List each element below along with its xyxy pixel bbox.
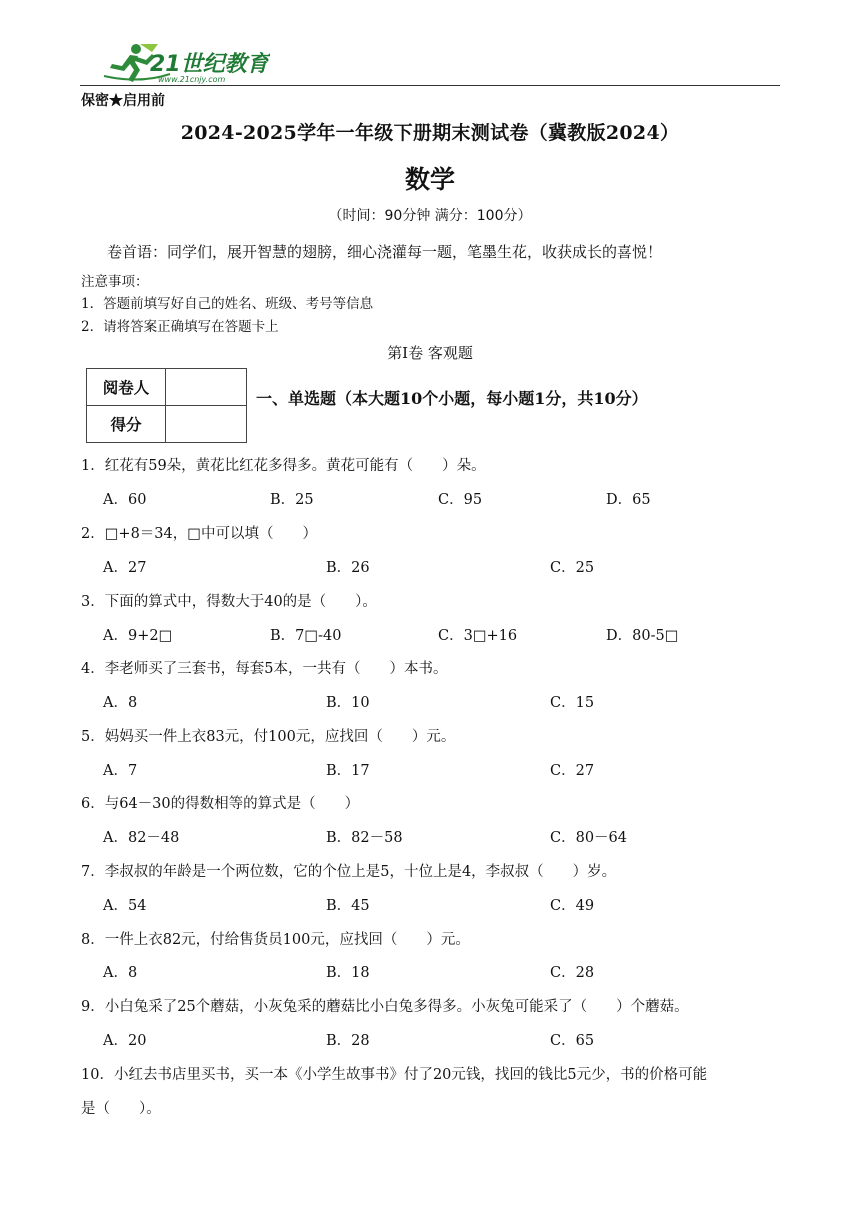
q8-option-c: C．28 — [550, 965, 595, 981]
q1-option-b: B．25 — [270, 492, 314, 508]
question-2: 2．□+8＝34，□中可以填（ ） — [81, 526, 317, 542]
svg-text:www.21cnjy.com: www.21cnjy.com — [158, 75, 226, 84]
question-9: 9．小白兔采了25个蘑菇，小灰兔采的蘑菇比小白兔多得多。小灰兔可能采了（ ）个蘑菇。 — [81, 999, 689, 1015]
score-label: 得分 — [87, 406, 166, 443]
q8-option-a: A．8 — [103, 965, 138, 981]
question-3: 3．下面的算式中，得数大于40的是（ ）。 — [81, 594, 377, 610]
exam-subject: 数学 — [404, 165, 455, 194]
q2-option-a: A．27 — [103, 560, 147, 576]
q6-option-a: A．82－48 — [103, 830, 180, 846]
note-item: 1．答题前填写好自己的姓名、班级、考号等信息 — [81, 296, 374, 312]
q4-option-c: C．15 — [550, 695, 595, 711]
q8-option-b: B．18 — [326, 965, 370, 981]
q2-option-c: C．25 — [550, 560, 595, 576]
notes-title: 注意事项： — [81, 274, 149, 290]
question-1: 1．红花有59朵，黄花比红花多得多。黄花可能有（ ）朵。 — [81, 458, 486, 474]
q4-option-a: A．8 — [103, 695, 138, 711]
q3-option-c: C．3□+16 — [438, 628, 518, 644]
q6-option-b: B．82－58 — [326, 830, 403, 846]
question-6: 6．与64－30的得数相等的算式是（ ） — [81, 796, 360, 812]
part-heading: 一、单选题（本大题10个小题，每小题1分，共10分） — [256, 389, 648, 408]
21cnjy-logo — [100, 40, 270, 84]
q7-option-a: A．54 — [103, 898, 147, 914]
question-7: 7．李叔叔的年龄是一个两位数，它的个位上是5，十位上是4，李叔叔（ ）岁。 — [81, 864, 617, 880]
q7-option-b: B．45 — [326, 898, 370, 914]
q9-option-c: C．65 — [550, 1033, 595, 1049]
q2-option-b: B．26 — [326, 560, 370, 576]
reviewer-field[interactable] — [166, 369, 247, 406]
motto: 卷首语：同学们，展开智慧的翅膀，细心浇灌每一题，笔墨生花，收获成长的喜悦！ — [107, 243, 663, 261]
q9-option-b: B．28 — [326, 1033, 370, 1049]
score-table — [86, 368, 247, 443]
exam-title: 2024-2025学年一年级下册期末测试卷（冀教版2024） — [180, 122, 680, 144]
reviewer-label: 阅卷人 — [87, 369, 166, 406]
q9-option-a: A．20 — [103, 1033, 147, 1049]
q3-option-b: B．7□-40 — [270, 628, 342, 644]
time-info: （时间：90分钟 满分：100分） — [328, 208, 532, 224]
note-item: 2．请将答案正确填写在答题卡上 — [81, 319, 279, 335]
question-10: 10．小红去书店里买书，买一本《小学生故事书》付了20元钱，找回的钱比5元少，书的价格可能 — [81, 1067, 708, 1083]
confidential-label: 保密★启用前 — [81, 93, 165, 109]
q5-option-b: B．17 — [326, 763, 370, 779]
q4-option-b: B．10 — [326, 695, 370, 711]
question-10-continuation: 是（ ）。 — [81, 1101, 161, 1117]
score-field[interactable] — [166, 406, 247, 443]
question-4: 4．李老师买了三套书，每套5本，一共有（ ）本书。 — [81, 661, 448, 677]
q5-option-c: C．27 — [550, 763, 595, 779]
q1-option-a: A．60 — [103, 492, 147, 508]
svg-text:21世纪教育: 21世纪教育 — [150, 52, 269, 77]
header-divider — [80, 85, 780, 86]
question-5: 5．妈妈买一件上衣83元，付100元，应找回（ ）元。 — [81, 729, 456, 745]
section-label: 第Ⅰ卷 客观题 — [387, 344, 473, 362]
q1-option-c: C．95 — [438, 492, 483, 508]
q5-option-a: A．7 — [103, 763, 138, 779]
q7-option-c: C．49 — [550, 898, 595, 914]
q1-option-d: D．65 — [606, 492, 651, 508]
q3-option-a: A．9+2□ — [103, 628, 173, 644]
question-8: 8．一件上衣82元，付给售货员100元，应找回（ ）元。 — [81, 932, 470, 948]
q3-option-d: D．80-5□ — [606, 628, 679, 644]
q6-option-c: C．80－64 — [550, 830, 627, 846]
